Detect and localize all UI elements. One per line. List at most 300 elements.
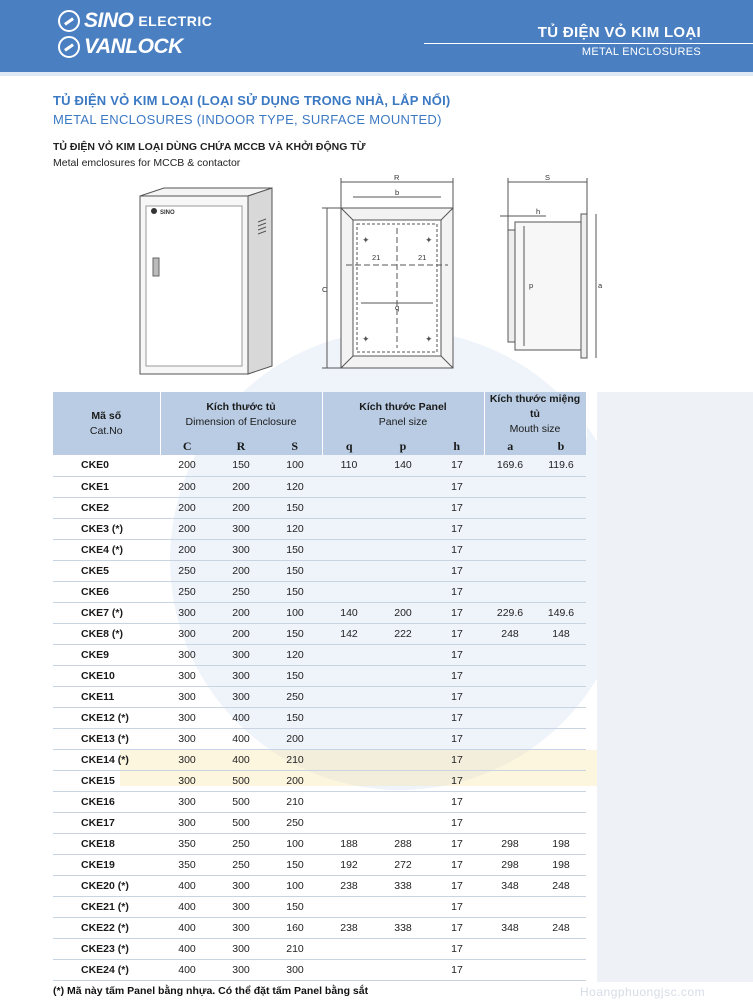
cell-c: 300 xyxy=(160,665,214,686)
cell-a: 298 xyxy=(484,833,536,854)
dim-label-S: S xyxy=(545,173,551,182)
table-row xyxy=(53,623,613,644)
cell-cat-no: CKE17 xyxy=(53,812,160,833)
cell-s: 100 xyxy=(268,602,322,623)
cell-r: 400 xyxy=(214,707,268,728)
cell-b xyxy=(536,812,586,833)
cell-b xyxy=(536,728,586,749)
cell-cat-no: CKE19 xyxy=(53,854,160,875)
cell-q xyxy=(322,728,376,749)
cell-h: 17 xyxy=(430,476,484,497)
cell-s: 120 xyxy=(268,476,322,497)
cell-h: 17 xyxy=(430,602,484,623)
cell-cat-no: CKE3 (*) xyxy=(53,518,160,539)
header-title: TỦ ĐIỆN VỎ KIM LOẠI xyxy=(537,24,701,41)
cell-q xyxy=(322,560,376,581)
section-title-vi: TỦ ĐIỆN VỎ KIM LOẠI (LOẠI SỬ DỤNG TRONG NHÀ, LẮP NỔI) xyxy=(53,93,451,108)
cell-h: 17 xyxy=(430,854,484,875)
header-panel-vi: Kích thước Panel xyxy=(359,400,447,413)
cell-q xyxy=(322,896,376,917)
cell-b xyxy=(536,686,586,707)
cell-b xyxy=(536,560,586,581)
cell-r: 150 xyxy=(214,455,268,476)
dim-label-b: b xyxy=(395,188,400,197)
cell-s: 200 xyxy=(268,770,322,791)
side-view-drawing xyxy=(500,178,596,358)
cell-s: 150 xyxy=(268,560,322,581)
table-row xyxy=(53,686,613,707)
cell-c: 200 xyxy=(160,518,214,539)
cell-a xyxy=(484,959,536,980)
cell-p xyxy=(376,518,430,539)
cell-r: 200 xyxy=(214,497,268,518)
cell-b xyxy=(536,518,586,539)
cell-p xyxy=(376,896,430,917)
cell-c: 250 xyxy=(160,560,214,581)
mounting-hole-icon: ✦ xyxy=(362,334,370,344)
cell-p: 288 xyxy=(376,833,430,854)
cell-q xyxy=(322,749,376,770)
cell-b xyxy=(536,476,586,497)
cell-cat-no: CKE2 xyxy=(53,497,160,518)
cell-a: 348 xyxy=(484,875,536,896)
footer-url: Hoangphuongjsc.com xyxy=(580,985,706,999)
header-enclosure-vi: Kích thước tủ xyxy=(206,400,276,413)
table-row xyxy=(53,497,613,518)
mounting-hole-icon: ✦ xyxy=(425,235,433,245)
row-spacer xyxy=(586,875,613,896)
cell-p xyxy=(376,812,430,833)
cell-h: 17 xyxy=(430,770,484,791)
cell-h: 17 xyxy=(430,644,484,665)
table-row xyxy=(53,896,613,917)
header-subtitle: METAL ENCLOSURES xyxy=(581,46,701,58)
cell-h: 17 xyxy=(430,539,484,560)
table-row xyxy=(53,749,613,770)
cell-q xyxy=(322,812,376,833)
cell-cat-no: CKE22 (*) xyxy=(53,917,160,938)
cell-c: 300 xyxy=(160,707,214,728)
cell-s: 120 xyxy=(268,644,322,665)
cell-p xyxy=(376,665,430,686)
cell-p xyxy=(376,938,430,959)
row-spacer xyxy=(586,539,613,560)
cell-c: 400 xyxy=(160,938,214,959)
cell-p xyxy=(376,476,430,497)
cell-h: 17 xyxy=(430,896,484,917)
cell-b: 248 xyxy=(536,917,586,938)
cell-p xyxy=(376,539,430,560)
dim-label-h: h xyxy=(536,207,541,216)
cell-p xyxy=(376,728,430,749)
table-row xyxy=(53,770,613,791)
cell-c: 300 xyxy=(160,791,214,812)
header-panel-size xyxy=(322,392,484,437)
header-stripe xyxy=(0,72,753,76)
cell-a: 229.6 xyxy=(484,602,536,623)
table-row xyxy=(53,707,613,728)
cell-b: 149.6 xyxy=(536,602,586,623)
cell-b xyxy=(536,581,586,602)
header-cat-no-vi: Mã số xyxy=(91,409,122,422)
cell-b xyxy=(536,896,586,917)
cell-q: 142 xyxy=(322,623,376,644)
dim-label-21-right: 21 xyxy=(418,253,427,262)
cell-h: 17 xyxy=(430,665,484,686)
cell-p xyxy=(376,560,430,581)
table-row xyxy=(53,728,613,749)
cell-b xyxy=(536,959,586,980)
row-spacer xyxy=(586,728,613,749)
cell-s: 250 xyxy=(268,686,322,707)
cell-h: 17 xyxy=(430,812,484,833)
cell-p: 338 xyxy=(376,917,430,938)
header-enclosure-en: Dimension of Enclosure xyxy=(185,415,297,428)
cell-cat-no: CKE24 (*) xyxy=(53,959,160,980)
cell-cat-no: CKE6 xyxy=(53,581,160,602)
cell-s: 100 xyxy=(268,875,322,896)
table-row xyxy=(53,875,613,896)
cell-a xyxy=(484,686,536,707)
row-spacer xyxy=(586,476,613,497)
cell-b: 198 xyxy=(536,854,586,875)
cell-s: 150 xyxy=(268,665,322,686)
cell-s: 150 xyxy=(268,623,322,644)
cell-cat-no: CKE0 xyxy=(53,455,160,476)
cell-c: 300 xyxy=(160,728,214,749)
cell-q xyxy=(322,665,376,686)
header-enclosure-dimension xyxy=(160,392,322,437)
cell-b xyxy=(536,749,586,770)
enclosure-drawings xyxy=(0,170,753,390)
table-side-panel xyxy=(597,392,753,982)
table-body xyxy=(53,455,613,980)
cell-p xyxy=(376,707,430,728)
enclosure-brand-label: SINO xyxy=(160,210,175,216)
row-spacer xyxy=(586,833,613,854)
cell-h: 17 xyxy=(430,959,484,980)
cell-s: 150 xyxy=(268,497,322,518)
cell-p: 272 xyxy=(376,854,430,875)
cell-c: 300 xyxy=(160,602,214,623)
cell-r: 300 xyxy=(214,644,268,665)
cell-p xyxy=(376,749,430,770)
enclosure-3d-illustration xyxy=(140,188,272,374)
row-spacer xyxy=(586,497,613,518)
header-mouth-vi: Kích thước miệng tủ xyxy=(489,393,581,420)
row-spacer xyxy=(586,938,613,959)
cell-s: 100 xyxy=(268,833,322,854)
front-view-drawing xyxy=(322,178,453,368)
row-spacer xyxy=(586,455,613,476)
subheader-b: b xyxy=(536,437,586,455)
row-spacer xyxy=(586,917,613,938)
cell-cat-no: CKE8 (*) xyxy=(53,623,160,644)
cell-h: 17 xyxy=(430,728,484,749)
logo-sino-text: SINO xyxy=(84,9,134,32)
cell-p xyxy=(376,959,430,980)
subheader-S: S xyxy=(268,437,322,455)
cell-r: 300 xyxy=(214,518,268,539)
cell-a xyxy=(484,749,536,770)
cell-b xyxy=(536,497,586,518)
header-cat-no xyxy=(53,392,160,455)
cell-r: 200 xyxy=(214,560,268,581)
cell-r: 300 xyxy=(214,686,268,707)
table-row xyxy=(53,644,613,665)
subheader-q: q xyxy=(322,437,376,455)
cell-q: 110 xyxy=(322,455,376,476)
cell-s: 210 xyxy=(268,938,322,959)
cell-q: 238 xyxy=(322,875,376,896)
cell-c: 300 xyxy=(160,623,214,644)
cell-c: 300 xyxy=(160,686,214,707)
table-row xyxy=(53,854,613,875)
cell-h: 17 xyxy=(430,938,484,959)
cell-h: 17 xyxy=(430,623,484,644)
cell-r: 300 xyxy=(214,665,268,686)
cell-h: 17 xyxy=(430,518,484,539)
row-spacer xyxy=(586,770,613,791)
cell-a xyxy=(484,539,536,560)
cell-r: 200 xyxy=(214,623,268,644)
row-spacer xyxy=(586,896,613,917)
cell-cat-no: CKE10 xyxy=(53,665,160,686)
cell-s: 200 xyxy=(268,728,322,749)
cell-c: 300 xyxy=(160,644,214,665)
cell-p xyxy=(376,791,430,812)
cell-h: 17 xyxy=(430,875,484,896)
cell-b xyxy=(536,707,586,728)
section-title-en: METAL ENCLOSURES (INDOOR TYPE, SURFACE MOUNTED) xyxy=(53,112,442,127)
cell-c: 200 xyxy=(160,497,214,518)
cell-b xyxy=(536,770,586,791)
row-spacer xyxy=(586,854,613,875)
cell-cat-no: CKE11 xyxy=(53,686,160,707)
cell-cat-no: CKE20 (*) xyxy=(53,875,160,896)
table-row xyxy=(53,602,613,623)
cell-r: 300 xyxy=(214,875,268,896)
cell-a xyxy=(484,728,536,749)
header-mouth-en: Mouth size xyxy=(509,423,561,435)
subsection-title-en: Metal emclosures for MCCB & contactor xyxy=(53,157,241,169)
cell-s: 150 xyxy=(268,707,322,728)
row-spacer xyxy=(586,791,613,812)
cell-q xyxy=(322,791,376,812)
row-spacer xyxy=(586,518,613,539)
cell-cat-no: CKE9 xyxy=(53,644,160,665)
row-spacer xyxy=(586,665,613,686)
cell-r: 400 xyxy=(214,728,268,749)
cell-q xyxy=(322,497,376,518)
cell-a xyxy=(484,707,536,728)
cell-cat-no: CKE21 (*) xyxy=(53,896,160,917)
subsection-title-vi: TỦ ĐIỆN VỎ KIM LOẠI DÙNG CHỨA MCCB VÀ KHỞI ĐỘNG TỪ xyxy=(53,141,366,153)
cell-c: 400 xyxy=(160,959,214,980)
cell-q xyxy=(322,518,376,539)
cell-p xyxy=(376,581,430,602)
cell-c: 350 xyxy=(160,854,214,875)
vanlock-logo-icon xyxy=(58,36,80,58)
row-spacer xyxy=(586,602,613,623)
cell-b xyxy=(536,539,586,560)
cell-s: 210 xyxy=(268,749,322,770)
cell-q xyxy=(322,938,376,959)
table-row xyxy=(53,791,613,812)
cell-a: 298 xyxy=(484,854,536,875)
dim-label-C: C xyxy=(322,285,328,294)
cell-q xyxy=(322,770,376,791)
cell-s: 150 xyxy=(268,896,322,917)
cell-b xyxy=(536,791,586,812)
cell-b xyxy=(536,938,586,959)
subheader-a: a xyxy=(484,437,536,455)
cell-b xyxy=(536,644,586,665)
cell-h: 17 xyxy=(430,833,484,854)
cell-r: 250 xyxy=(214,854,268,875)
table-row xyxy=(53,665,613,686)
cell-c: 200 xyxy=(160,455,214,476)
cell-p: 222 xyxy=(376,623,430,644)
table-row xyxy=(53,917,613,938)
cell-p xyxy=(376,770,430,791)
cell-s: 120 xyxy=(268,518,322,539)
cell-r: 300 xyxy=(214,917,268,938)
cell-h: 17 xyxy=(430,707,484,728)
cell-c: 200 xyxy=(160,539,214,560)
cell-a xyxy=(484,770,536,791)
cell-q: 140 xyxy=(322,602,376,623)
cell-q: 192 xyxy=(322,854,376,875)
cell-s: 150 xyxy=(268,854,322,875)
cell-a: 348 xyxy=(484,917,536,938)
cell-b: 119.6 xyxy=(536,455,586,476)
subheader-p: p xyxy=(376,437,430,455)
cell-q xyxy=(322,959,376,980)
cell-h: 17 xyxy=(430,791,484,812)
cell-q xyxy=(322,644,376,665)
cell-p: 338 xyxy=(376,875,430,896)
cell-r: 250 xyxy=(214,833,268,854)
cell-a xyxy=(484,476,536,497)
cell-b: 248 xyxy=(536,875,586,896)
header-panel-en: Panel size xyxy=(378,415,428,428)
row-spacer xyxy=(586,959,613,980)
cell-c: 350 xyxy=(160,833,214,854)
cell-p: 140 xyxy=(376,455,430,476)
cell-h: 17 xyxy=(430,749,484,770)
cell-cat-no: CKE1 xyxy=(53,476,160,497)
page-header xyxy=(0,0,753,72)
brand-logo xyxy=(58,8,212,60)
cell-p xyxy=(376,686,430,707)
dim-label-q: q xyxy=(395,303,400,312)
cell-c: 400 xyxy=(160,917,214,938)
subheader-h: h xyxy=(430,437,484,455)
header-divider xyxy=(424,43,753,44)
dim-label-R: R xyxy=(394,173,400,182)
table-row xyxy=(53,476,613,497)
cell-h: 17 xyxy=(430,686,484,707)
cell-r: 500 xyxy=(214,791,268,812)
cell-a: 248 xyxy=(484,623,536,644)
cell-p xyxy=(376,497,430,518)
cell-q: 188 xyxy=(322,833,376,854)
logo-electric-text: ELECTRIC xyxy=(138,13,213,29)
row-spacer xyxy=(586,686,613,707)
table-row xyxy=(53,938,613,959)
sino-logo-icon xyxy=(58,10,80,32)
row-spacer xyxy=(586,623,613,644)
cell-c: 300 xyxy=(160,812,214,833)
cell-cat-no: CKE7 (*) xyxy=(53,602,160,623)
cell-cat-no: CKE4 (*) xyxy=(53,539,160,560)
cell-a xyxy=(484,791,536,812)
cell-r: 500 xyxy=(214,812,268,833)
cell-cat-no: CKE16 xyxy=(53,791,160,812)
cell-b: 148 xyxy=(536,623,586,644)
cell-s: 210 xyxy=(268,791,322,812)
row-spacer xyxy=(586,581,613,602)
dim-label-a: a xyxy=(598,281,603,290)
footnote: (*) Mã này tấm Panel bằng nhựa. Có thể đặt tấm Panel bằng sắt xyxy=(53,985,369,997)
header-mouth-size xyxy=(484,392,586,437)
cell-b: 198 xyxy=(536,833,586,854)
table-row xyxy=(53,455,613,476)
cell-h: 17 xyxy=(430,581,484,602)
cell-c: 250 xyxy=(160,581,214,602)
cell-a xyxy=(484,581,536,602)
mounting-hole-icon: ✦ xyxy=(425,334,433,344)
cell-a xyxy=(484,644,536,665)
cell-cat-no: CKE23 (*) xyxy=(53,938,160,959)
cell-a xyxy=(484,665,536,686)
cell-s: 250 xyxy=(268,812,322,833)
cell-r: 300 xyxy=(214,938,268,959)
cell-r: 250 xyxy=(214,581,268,602)
cell-s: 150 xyxy=(268,581,322,602)
table-row xyxy=(53,539,613,560)
row-spacer xyxy=(586,560,613,581)
logo-vanlock-text: VANLOCK xyxy=(84,35,183,58)
cell-q xyxy=(322,707,376,728)
subheader-R: R xyxy=(214,437,268,455)
cell-s: 300 xyxy=(268,959,322,980)
cell-a xyxy=(484,560,536,581)
cell-h: 17 xyxy=(430,560,484,581)
cell-a xyxy=(484,896,536,917)
cell-a xyxy=(484,938,536,959)
cell-a xyxy=(484,812,536,833)
cell-a: 169.6 xyxy=(484,455,536,476)
cell-p xyxy=(376,644,430,665)
table-row xyxy=(53,959,613,980)
cell-cat-no: CKE14 (*) xyxy=(53,749,160,770)
header-cat-no-en: Cat.No xyxy=(89,424,123,437)
cell-h: 17 xyxy=(430,497,484,518)
cell-h: 17 xyxy=(430,917,484,938)
cell-cat-no: CKE5 xyxy=(53,560,160,581)
cell-r: 300 xyxy=(214,896,268,917)
cell-p: 200 xyxy=(376,602,430,623)
cell-c: 300 xyxy=(160,749,214,770)
row-spacer xyxy=(586,812,613,833)
header-spacer xyxy=(586,392,613,455)
cell-q xyxy=(322,476,376,497)
cell-cat-no: CKE15 xyxy=(53,770,160,791)
table-row xyxy=(53,812,613,833)
dim-label-p: p xyxy=(529,281,534,290)
